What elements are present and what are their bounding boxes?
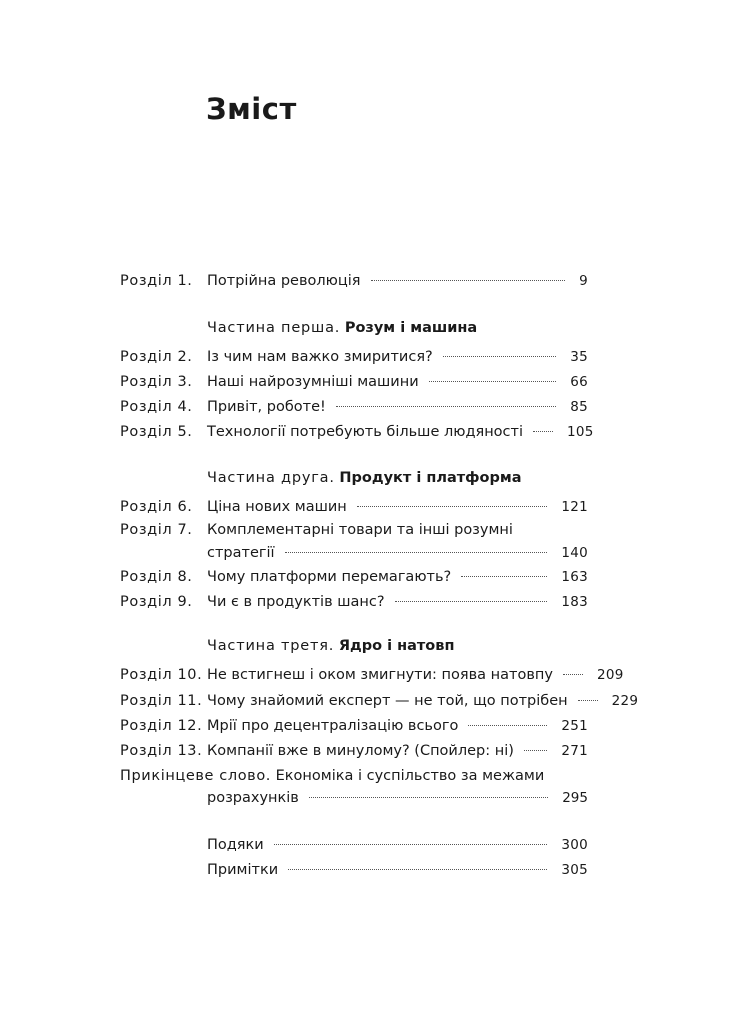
dot-leader — [461, 576, 547, 577]
page-number: 295 — [562, 790, 588, 806]
chapter-title: Ціна нових машин — [207, 499, 347, 515]
page-number: 140 — [561, 545, 588, 561]
chapter-number: Розділ 10. — [120, 667, 203, 683]
dot-leader — [395, 601, 548, 602]
chapter-title: Чому знайомий експерт — не той, що потрібен — [207, 693, 568, 709]
dot-leader — [578, 700, 598, 701]
dot-leader — [274, 844, 548, 845]
chapter-number: Розділ 13. — [120, 743, 203, 759]
dot-leader — [443, 356, 556, 357]
dot-leader — [371, 280, 566, 281]
part-label: Частина друга. — [207, 470, 335, 486]
chapter-title: Потрійна революція — [207, 273, 361, 289]
page-number: 251 — [561, 718, 588, 734]
dot-leader — [309, 797, 548, 798]
dot-leader — [429, 381, 557, 382]
page-number: 66 — [570, 374, 588, 390]
chapter-title: Компанії вже в минулому? (Спойлер: ні) — [207, 743, 514, 759]
section-title: Примітки — [207, 862, 279, 878]
page-number: 209 — [596, 667, 624, 683]
part-label: Частина третя. — [207, 638, 335, 654]
dot-leader — [357, 506, 548, 507]
epilogue-title-line-1: Економіка і суспільство за межами — [275, 768, 545, 784]
page-number: 229 — [611, 693, 639, 709]
chapter-number: Розділ 3. — [120, 374, 193, 390]
chapter-title: Привіт, роботе! — [207, 399, 326, 415]
part-label: Частина перша. — [207, 320, 341, 336]
page-title: Зміст — [206, 92, 297, 126]
page-number: 85 — [570, 399, 588, 415]
section-title: Подяки — [207, 837, 264, 853]
dot-leader — [285, 552, 548, 553]
chapter-number: Розділ 9. — [120, 594, 193, 610]
page-number: 163 — [561, 569, 588, 585]
chapter-title-line-1: Комплементарні товари та інші розумні — [207, 522, 513, 538]
chapter-number: Розділ 6. — [120, 499, 193, 515]
chapter-number: Розділ 7. — [120, 522, 193, 538]
page-number: 35 — [570, 349, 588, 365]
dot-leader — [288, 869, 547, 870]
chapter-title: Чому платформи перемагають? — [207, 569, 452, 585]
chapter-number: Розділ 2. — [120, 349, 193, 365]
part-heading-3 — [207, 636, 454, 656]
dot-leader — [563, 674, 583, 675]
dot-leader — [524, 750, 547, 751]
dot-leader — [336, 406, 556, 407]
dot-leader — [468, 725, 547, 726]
chapter-number: Розділ 8. — [120, 569, 193, 585]
epilogue-label: Прикінцеве слово. — [120, 768, 272, 784]
chapter-number: Розділ 1. — [120, 273, 193, 289]
chapter-title: Чи є в продуктів шанс? — [207, 594, 385, 610]
dot-leader — [533, 431, 553, 432]
chapter-title: Технології потребують більше людяності — [207, 424, 523, 440]
part-heading-2 — [207, 468, 522, 488]
epilogue-title-line-2: розрахунків — [207, 790, 299, 806]
page-number: 121 — [561, 499, 588, 515]
chapter-number: Розділ 5. — [120, 424, 193, 440]
chapter-title: Мрії про децентралізацію всього — [207, 718, 459, 734]
part-heading-1 — [207, 318, 477, 338]
chapter-number: Розділ 12. — [120, 718, 203, 734]
page-number: 183 — [561, 594, 588, 610]
page-number: 300 — [561, 837, 588, 853]
page-number: 271 — [561, 743, 588, 759]
page-number: 105 — [567, 424, 594, 440]
page-number: 9 — [579, 273, 588, 289]
part-name: Розум і машина — [344, 320, 478, 336]
chapter-number: Розділ 4. — [120, 399, 193, 415]
page-number: 305 — [561, 862, 588, 878]
part-name: Продукт і платформа — [339, 470, 522, 486]
chapter-title: Із чим нам важко змиритися? — [207, 349, 433, 365]
chapter-title: Не встигнеш і оком змигнути: поява натовпу — [207, 667, 553, 683]
chapter-title: Наші найрозумніші машини — [207, 374, 419, 390]
part-name: Ядро і натовп — [338, 638, 455, 654]
chapter-number: Розділ 11. — [120, 693, 203, 709]
chapter-title-line-2: стратегії — [207, 545, 275, 561]
